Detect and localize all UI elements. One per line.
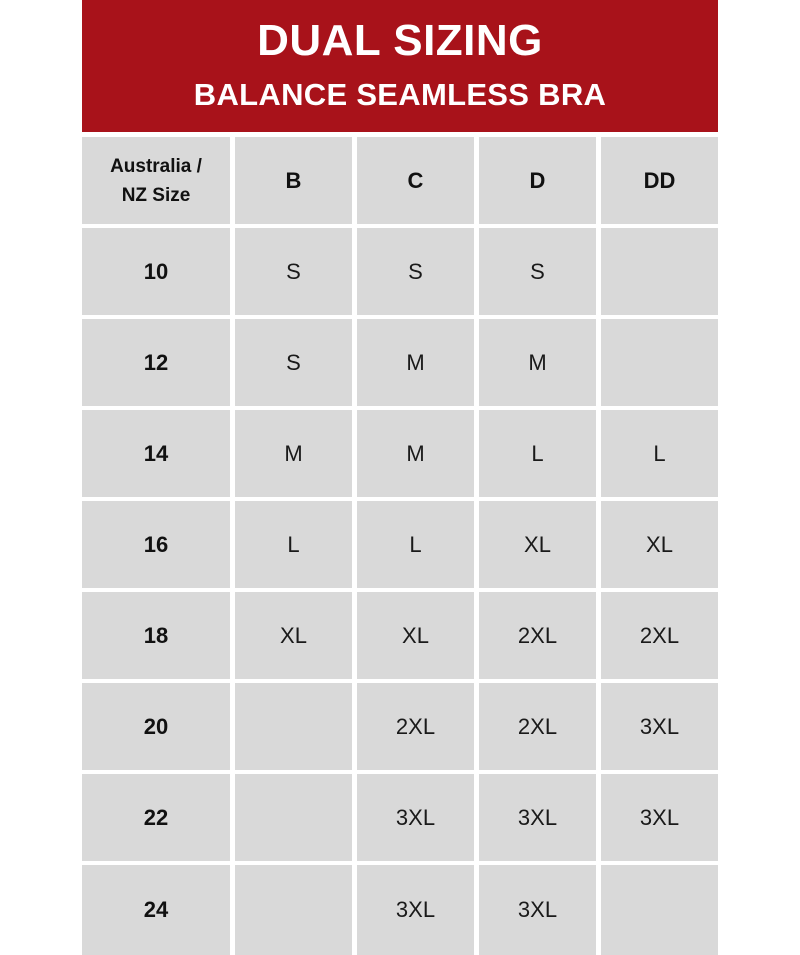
cell-c: 3XL <box>357 865 474 955</box>
cell-c: XL <box>357 592 474 679</box>
cell-dd: 2XL <box>601 592 718 679</box>
cell-d: M <box>479 319 596 406</box>
column-header-c: C <box>357 137 474 224</box>
column-header-d: D <box>479 137 596 224</box>
cell-dd: L <box>601 410 718 497</box>
row-size-label: 14 <box>82 410 230 497</box>
row-size-label: 18 <box>82 592 230 679</box>
cell-dd: XL <box>601 501 718 588</box>
cell-dd <box>601 228 718 315</box>
cell-d: 3XL <box>479 865 596 955</box>
cell-b: M <box>235 410 352 497</box>
cell-d: XL <box>479 501 596 588</box>
cell-c: M <box>357 410 474 497</box>
header-banner <box>82 0 718 132</box>
cell-d: L <box>479 410 596 497</box>
row-size-label: 22 <box>82 774 230 861</box>
row-size-label: 24 <box>82 865 230 955</box>
header-line-1: Australia / <box>110 155 202 177</box>
row-size-label: 12 <box>82 319 230 406</box>
cell-c: S <box>357 228 474 315</box>
cell-b <box>235 774 352 861</box>
cell-d: 2XL <box>479 592 596 679</box>
cell-b: S <box>235 228 352 315</box>
page-title: DUAL SIZING <box>257 16 543 65</box>
cell-c: M <box>357 319 474 406</box>
column-header-dd: DD <box>601 137 718 224</box>
cell-d: S <box>479 228 596 315</box>
header-line-2: NZ Size <box>121 184 191 206</box>
cell-d: 2XL <box>479 683 596 770</box>
column-header-b: B <box>235 137 352 224</box>
cell-dd <box>601 865 718 955</box>
cell-c: 3XL <box>357 774 474 861</box>
product-name: BALANCE SEAMLESS BRA <box>193 77 607 112</box>
cell-d: 3XL <box>479 774 596 861</box>
cell-c: 2XL <box>357 683 474 770</box>
column-header-au-nz-size <box>82 137 230 224</box>
size-chart-table <box>82 137 718 955</box>
cell-c: L <box>357 501 474 588</box>
cell-b <box>235 683 352 770</box>
cell-b: L <box>235 501 352 588</box>
row-size-label: 16 <box>82 501 230 588</box>
row-size-label: 20 <box>82 683 230 770</box>
cell-dd: 3XL <box>601 774 718 861</box>
cell-b: XL <box>235 592 352 679</box>
cell-b <box>235 865 352 955</box>
cell-dd: 3XL <box>601 683 718 770</box>
cell-b: S <box>235 319 352 406</box>
row-size-label: 10 <box>82 228 230 315</box>
cell-dd <box>601 319 718 406</box>
